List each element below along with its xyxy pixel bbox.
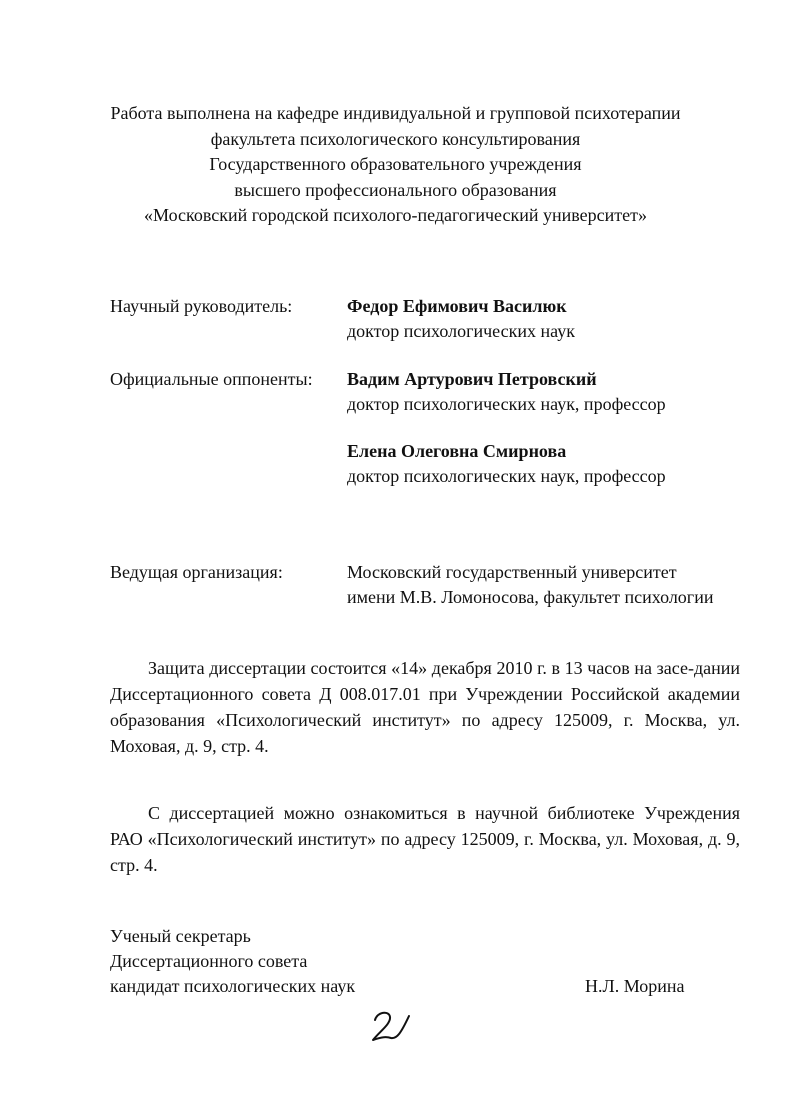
secretary-line: Ученый секретарь: [110, 926, 251, 946]
opponent-title: доктор психологических наук, профессор: [347, 466, 666, 486]
secretary-line: кандидат психологических наук: [110, 976, 356, 996]
header-line: Работа выполнена на кафедре индивидуальной и групповой психотерапии: [110, 103, 681, 123]
opponents-label: Официальные оппоненты:: [110, 369, 313, 389]
secretary-block: [110, 924, 355, 999]
opponent-2-info: [347, 439, 666, 489]
opponent-name: Елена Олеговна Смирнова: [347, 441, 567, 461]
handwritten-page-number: [365, 1008, 415, 1048]
supervisor-label: Научный руководитель:: [110, 296, 293, 316]
opponent-name: Вадим Артурович Петровский: [347, 369, 597, 389]
secretary-line: Диссертационного совета: [110, 951, 308, 971]
opponent-1-info: [347, 367, 666, 417]
defense-paragraph: Защита диссертации состоится «14» декабря 2010 г. в 13 часов на засе-дании Диссертационного совета Д 008.017.01 при Учреждении Российской академии образования «Психологический институт» по адресу 125009, г. Москва, ул. Моховая, д. 9, стр. 4.: [110, 658, 740, 756]
institution-header: [0, 101, 791, 229]
supervisor-info: [347, 294, 575, 344]
leading-org-label: Ведущая организация:: [110, 562, 283, 582]
supervisor-name: Федор Ефимович Василюк: [347, 296, 567, 316]
leading-org-info: [347, 560, 713, 610]
header-line: факультета психологического консультирования: [210, 128, 581, 149]
handwritten-two-icon: [365, 1008, 415, 1048]
leading-org-line: имени М.В. Ломоносова, факультет психологии: [347, 587, 714, 607]
secretary-name: Н.Л. Морина: [585, 976, 685, 996]
supervisor-title: доктор психологических наук: [347, 321, 575, 341]
header-line: Государственного образовательного учреждения: [209, 154, 582, 175]
leading-org-line: Московский государственный университет: [347, 562, 677, 582]
opponent-title: доктор психологических наук, профессор: [347, 394, 666, 414]
header-line: «Московский городской психолого-педагогический университет»: [144, 205, 647, 226]
header-line: высшего профессионального образования: [234, 179, 557, 200]
library-paragraph: С диссертацией можно ознакомиться в научной библиотеке Учреждения РАО «Психологический институт» по адресу 125009, г. Москва, ул. Моховая, д. 9, стр. 4.: [110, 803, 740, 875]
